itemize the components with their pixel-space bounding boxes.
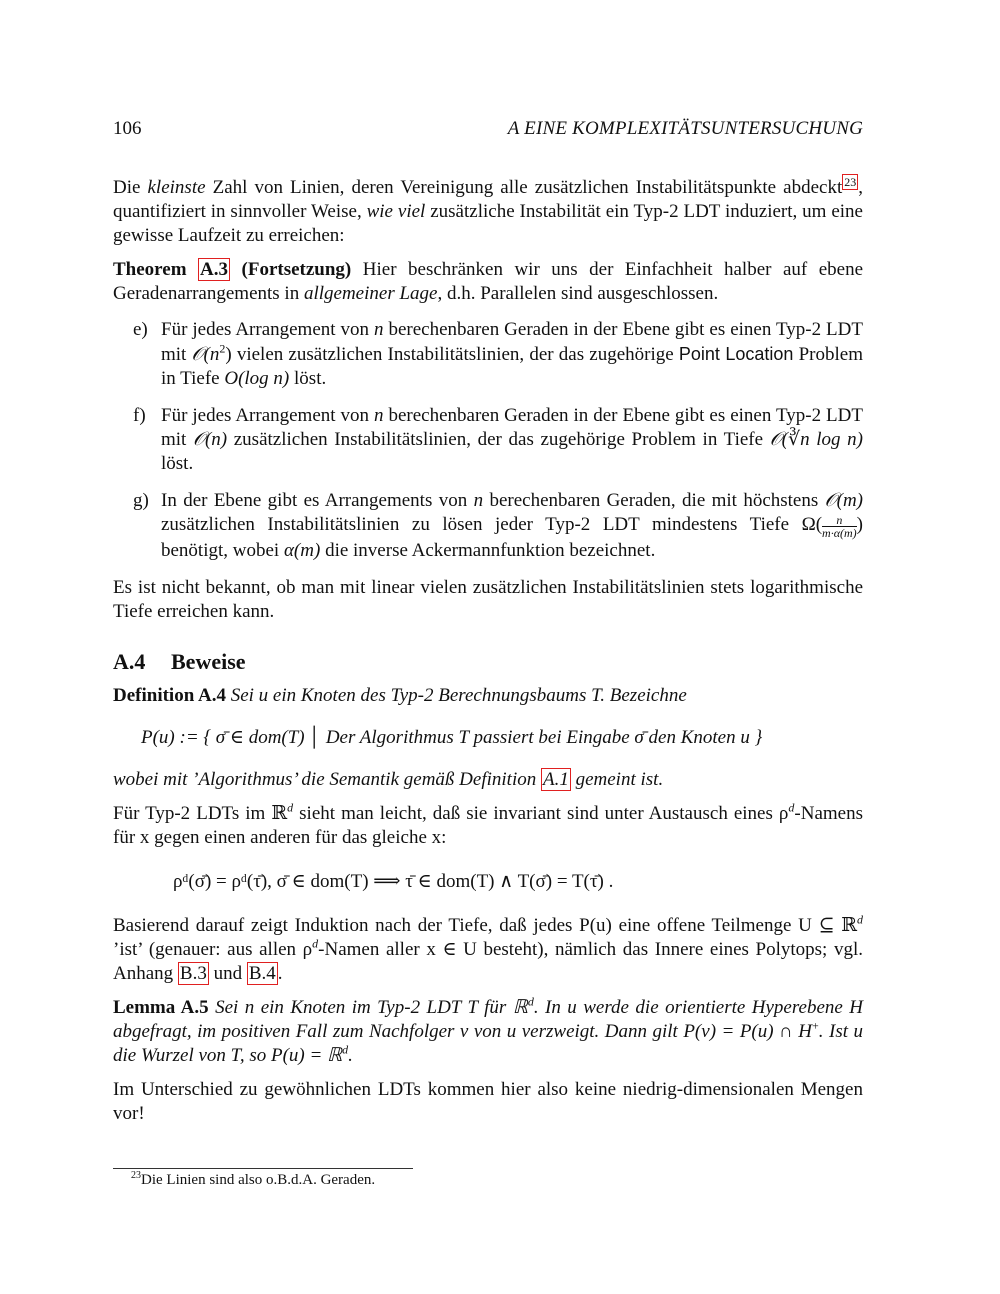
math: n xyxy=(473,490,484,511)
theorem-items xyxy=(113,318,863,563)
section-title: Beweise xyxy=(171,649,246,674)
text: berechenbaren Geraden in der Ebene gibt es einen Typ-2 LDT mit xyxy=(161,319,863,365)
definition-block xyxy=(113,684,863,708)
definition-text: Sei u ein Knoten des Typ-2 Berechnungsbaums T. Bezeichne xyxy=(225,685,687,706)
footnote-mark: 23 xyxy=(131,1170,141,1181)
text: gemeint ist. xyxy=(570,769,664,790)
lemma-text: . xyxy=(348,1045,353,1066)
emphasis: kleinste xyxy=(147,177,206,198)
math-sup: 2 xyxy=(219,341,226,356)
footnote-rule xyxy=(113,1168,413,1169)
lemma-label: Lemma A.5 xyxy=(113,997,209,1018)
emphasis: allgemeiner Lage xyxy=(303,283,438,304)
footnote-text: Die Linien sind also o.B.d.A. Geraden. xyxy=(141,1172,376,1188)
page-body xyxy=(113,176,863,1136)
math: ) xyxy=(856,514,863,535)
text: In der Ebene gibt es Arrangements von xyxy=(161,490,474,511)
math: 𝒪(n xyxy=(191,344,220,365)
denominator: m·α(m) xyxy=(822,526,857,540)
theorem-label-suffix: (Fortsetzung) xyxy=(230,259,352,280)
math: α(m) xyxy=(283,540,321,561)
text: Zahl von Linien, deren Vereinigung alle zusätzlichen Instabilitätspunkte abdeckt xyxy=(205,177,843,198)
text: benötigt, wobei xyxy=(161,540,284,561)
paragraph-closing: Im Unterschied zu gewöhnlichen LDTs kommen hier also keine niedrig-dimensionalen Mengen vor! xyxy=(113,1079,863,1124)
theorem-block xyxy=(113,258,863,306)
running-title: A EINE KOMPLEXITÄTSUNTERSUCHUNG xyxy=(507,118,863,139)
math: O(log n) xyxy=(224,368,290,389)
item-label: g) xyxy=(133,490,149,511)
text: wobei mit ’Algorithmus’ die Semantik gemäß Definition xyxy=(113,769,541,790)
display-equation: ρᵈ(σ̄) = ρᵈ(τ̄), σ̄ ∈ dom(T) ⟹ τ̄ ∈ dom(T) ∧ T(σ̄) = T(τ̄) . xyxy=(173,871,614,892)
emphasis: wie viel xyxy=(366,201,426,222)
text: -Namen aller x ∈ U besteht), nämlich das Innere eines Polytops; vgl. Anhang xyxy=(113,939,863,984)
definition-continuation xyxy=(113,768,863,792)
definition-label: Definition A.4 xyxy=(113,685,226,706)
text: zusätzlichen Instabilitätslinien, der das zugehörige Problem in Tiefe xyxy=(227,429,770,450)
text: die inverse Ackermannfunktion bezeichnet. xyxy=(320,540,656,561)
text: Für jedes Arrangement von xyxy=(161,405,374,426)
text: Für Typ-2 LDTs im ℝ xyxy=(113,803,288,824)
lemma-text: . In u werde die orientierte Hyperebene H abgefragt, im positiven Fall zum Nachfolger v von u verzweigt. Dann gilt P(v) = P(u) ∩ H xyxy=(113,997,863,1042)
math-sup: d xyxy=(287,800,294,815)
text: und xyxy=(208,963,247,984)
section-number: A.4 xyxy=(113,649,146,674)
footnote xyxy=(131,1172,375,1189)
math-sup: d xyxy=(788,800,795,815)
appendix-ref-link[interactable]: B.4 xyxy=(248,963,276,984)
paragraph-induction xyxy=(113,914,863,986)
math-sup: d xyxy=(527,994,534,1009)
theorem-label: Theorem xyxy=(113,259,199,280)
numerator: n xyxy=(822,514,857,527)
text: Basierend darauf zeigt Induktion nach der Tiefe, daß jedes P(u) eine offene Teilmenge U ⊆ ℝ xyxy=(113,915,857,936)
math-sup: d xyxy=(857,912,863,927)
paragraph-remark: Es ist nicht bekannt, ob man mit linear vielen zusätzlichen Instabilitätslinien stets logarithmische Tiefe erreichen kann. xyxy=(113,577,863,622)
section-heading xyxy=(113,650,863,674)
math: 𝒪(∛n log n) xyxy=(769,429,863,450)
text: ’ist’ (genauer: aus allen ρ xyxy=(113,939,313,960)
lemma-text: Sei n ein Knoten im Typ-2 LDT T für ℝ xyxy=(208,997,528,1018)
text: Die xyxy=(113,177,148,198)
text: Für jedes Arrangement von xyxy=(161,319,374,340)
text: vielen zusätzlichen Instabilitätslinien, der das zugehörige xyxy=(231,344,679,365)
text: berechenbaren Geraden in der Ebene gibt es einen Typ-2 LDT mit xyxy=(161,405,863,450)
footnote-ref-link[interactable]: 23 xyxy=(844,174,857,189)
paragraph-intro xyxy=(113,176,863,248)
text: , d.h. Parallelen sind ausgeschlossen. xyxy=(437,283,719,304)
theorem-ref-link[interactable]: A.3 xyxy=(200,259,229,280)
math: 𝒪(n) xyxy=(192,429,228,450)
appendix-ref-link[interactable]: B.3 xyxy=(179,963,207,984)
list-item xyxy=(113,404,863,476)
list-item xyxy=(113,318,863,391)
text: Hier beschränken wir uns der Einfachheit halber auf ebene Geradenarrangements in xyxy=(113,259,864,304)
fraction xyxy=(822,514,857,539)
lemma-block xyxy=(113,996,863,1068)
display-equation: P(u) := { σ̄ ∈ dom(T) │ Der Algorithmus T passiert bei Eingabe σ̄ den Knoten u } xyxy=(141,727,763,748)
math-sup: + xyxy=(812,1018,819,1033)
text: Problem in Tiefe xyxy=(161,344,863,389)
math: ) xyxy=(225,344,232,365)
definition-ref-link[interactable]: A.1 xyxy=(542,769,569,790)
math: n xyxy=(373,405,384,426)
text: löst. xyxy=(161,453,194,474)
text: berechenbaren Geraden, die mit höchstens xyxy=(483,490,825,511)
math-sup: d xyxy=(342,1042,349,1057)
text: zusätzlichen Instabilitätslinien zu lösen jeder Typ-2 LDT mindestens Tiefe xyxy=(161,514,802,535)
item-label: e) xyxy=(133,319,148,340)
item-label: f) xyxy=(133,405,146,426)
lemma-text: . Ist u die Wurzel von T, so P(u) = ℝ xyxy=(113,1021,864,1066)
math: Ω( xyxy=(801,514,823,535)
sans-term: Point Location xyxy=(678,344,794,364)
page-number: 106 xyxy=(113,118,142,139)
text: sieht man leicht, daß sie invariant sind unter Austausch eines ρ xyxy=(293,803,789,824)
text: -Namens für x gegen einen anderen für das gleiche x: xyxy=(113,803,863,848)
text: löst. xyxy=(289,368,327,389)
paragraph-invariance xyxy=(113,802,863,850)
text: . xyxy=(277,963,283,984)
math: 𝒪(m) xyxy=(824,490,863,511)
text: , quantifiziert in sinnvoller Weise, xyxy=(113,177,863,222)
math-sup: d xyxy=(312,936,319,951)
list-item xyxy=(113,489,863,563)
math: n xyxy=(373,319,384,340)
text: zusätzliche Instabilität ein Typ-2 LDT induziert, um eine gewisse Laufzeit zu erreichen: xyxy=(113,201,863,246)
